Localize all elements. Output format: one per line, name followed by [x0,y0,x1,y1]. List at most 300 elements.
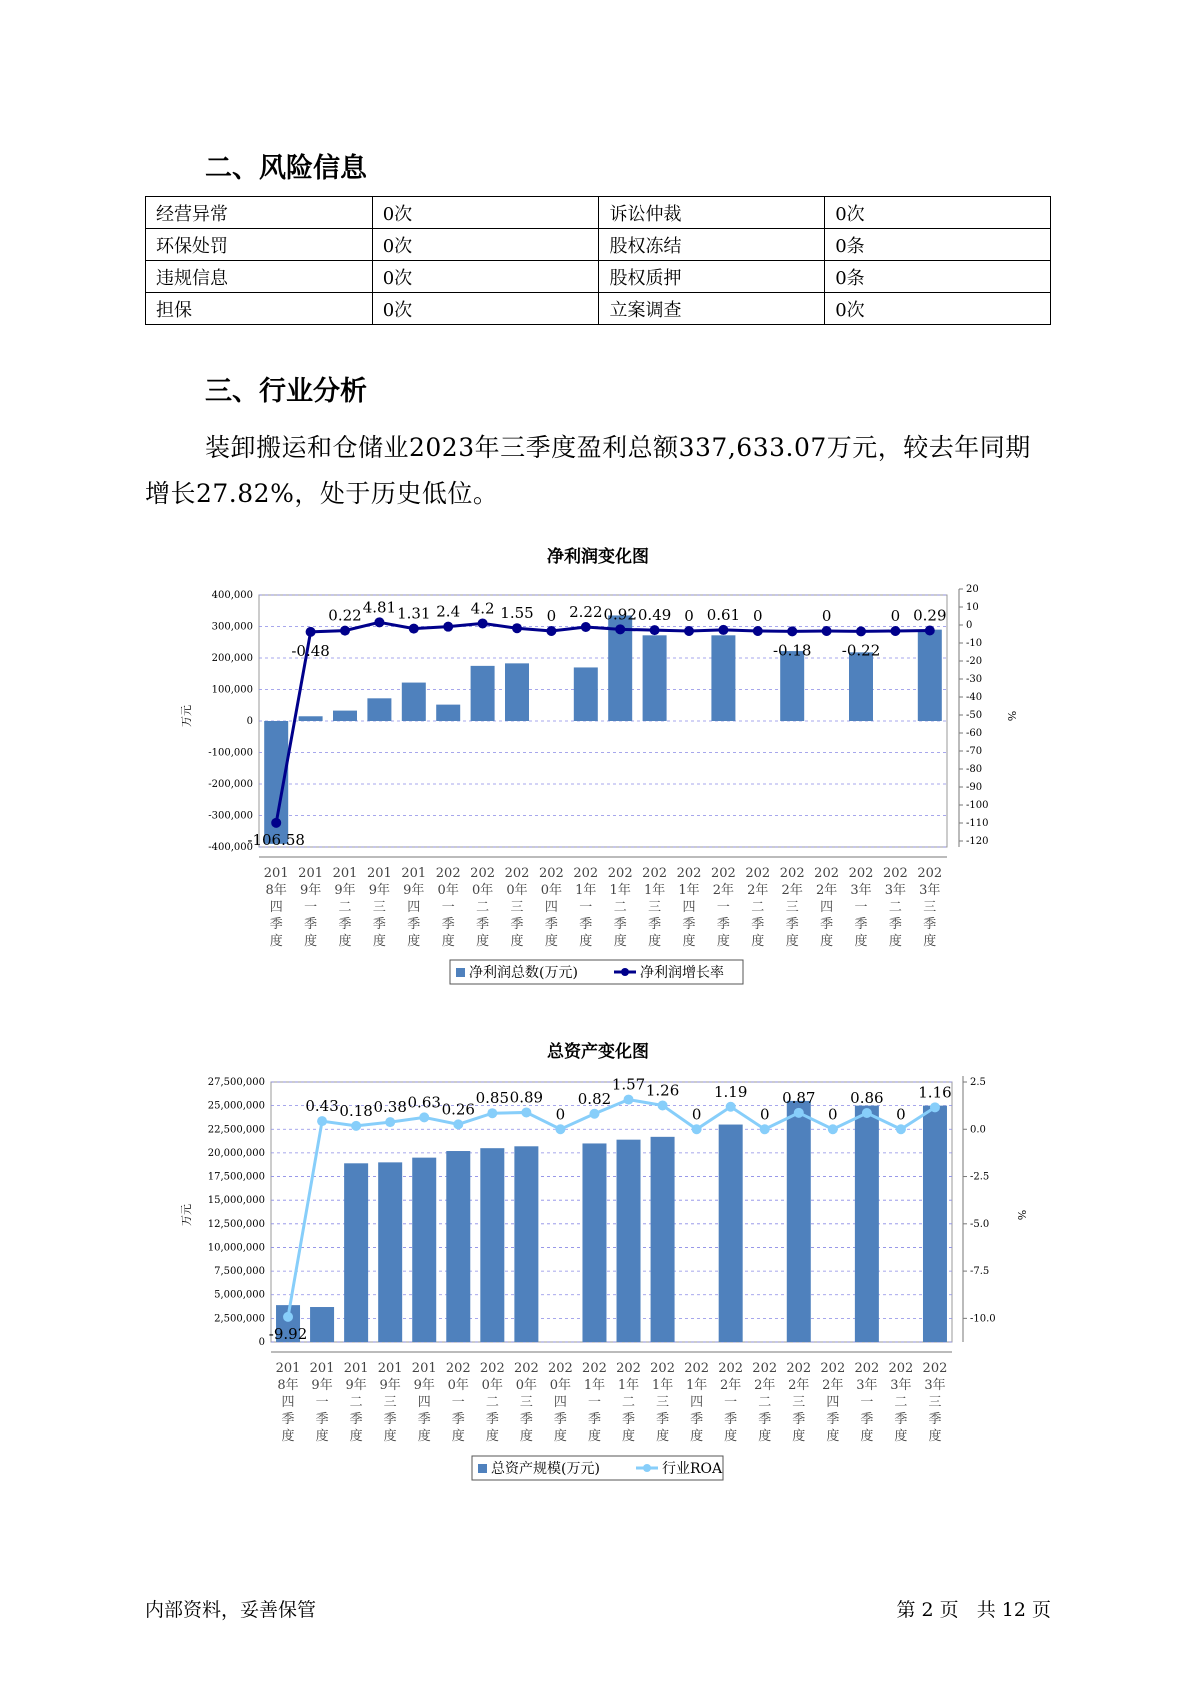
y-tick-label: 200,000 [211,653,253,664]
x-tick-label: 一 [304,900,318,915]
x-tick-label: 季 [923,917,937,932]
x-tick-label: 1年 [583,1378,606,1393]
x-tick-label: 度 [888,934,902,949]
x-tick-label: 季 [758,1412,772,1427]
y-tick-label: 5,000,000 [214,1289,265,1301]
x-tick-label: 1年 [678,883,700,898]
x-tick-label: 202 [479,1361,505,1376]
x-tick-label: 3年 [890,1378,912,1393]
x-tick-label: 9年 [368,883,391,898]
x-tick-label: 202 [752,1361,778,1376]
bar [299,716,323,721]
line-point [692,1124,702,1134]
line-point [718,625,728,635]
x-tick-label: 201 [298,866,324,881]
y2-tick-label: -70 [966,746,983,757]
y2-tick-label: -10 [966,638,983,649]
x-tick-label: 季 [553,1412,567,1427]
x-tick-label: 度 [579,934,593,949]
x-tick-label: 季 [785,917,799,932]
bar [480,1148,504,1342]
x-tick-label: 三 [928,1395,942,1410]
x-tick-label: 一 [724,1395,738,1410]
x-tick-label: 季 [682,917,696,932]
x-tick-label: 1年 [575,883,597,898]
x-tick-label: 9年 [413,1378,435,1393]
line-point [306,627,316,637]
line-point [385,1117,395,1127]
y2-tick-label: 0 [966,620,973,631]
data-label: 0 [546,607,557,625]
risk-table-row [146,197,1051,229]
data-label: 0 [759,1105,770,1124]
line-point [374,617,384,627]
x-tick-label: 0年 [515,1378,538,1393]
x-tick-label: 度 [338,934,352,949]
y2-tick-label: 0.0 [970,1124,986,1136]
x-tick-label: 2年 [747,883,769,898]
y-axis-label: 万元 [180,705,193,727]
line-point [753,626,763,636]
x-tick-label: 二 [894,1395,908,1410]
bar [344,1163,368,1342]
data-label: 0.22 [328,606,362,625]
risk-item-count: 0条 [825,261,1051,293]
bar [923,1106,947,1342]
x-tick-label: 3年 [924,1378,946,1393]
risk-item-label: 担保 [146,293,373,325]
y2-tick-label: -2.5 [970,1171,990,1183]
line-point [589,1109,599,1119]
x-tick-label: 度 [441,934,455,949]
data-label: 0.18 [339,1101,373,1120]
x-tick-label: 1年 [617,1378,640,1393]
x-tick-label: 度 [613,934,627,949]
x-tick-label: 二 [338,900,352,915]
data-label: 0 [896,1105,906,1124]
risk-item-label: 诉讼仲裁 [599,197,825,229]
x-tick-label: 度 [860,1429,874,1444]
x-tick-label: 0年 [549,1378,572,1393]
x-tick-label: 201 [411,1361,437,1376]
x-tick-label: 9年 [379,1378,401,1393]
x-tick-label: 季 [894,1412,908,1427]
x-tick-label: 1年 [685,1378,708,1393]
y-tick-label: 12,500,000 [207,1218,265,1230]
x-tick-label: 度 [785,934,799,949]
legend-line-label: 净利润增长率 [640,965,724,981]
x-tick-label: 201 [275,1361,301,1376]
risk-table-row [146,261,1051,293]
data-label: 0 [890,607,901,625]
x-tick-label: 9年 [345,1378,367,1393]
x-tick-label: 202 [538,866,564,881]
x-tick-label: 度 [510,934,524,949]
line-point [787,626,797,636]
x-tick-label: 季 [269,917,283,932]
x-tick-label: 四 [826,1395,840,1410]
x-tick-label: 季 [338,917,352,932]
x-tick-label: 四 [544,900,558,915]
x-tick-label: 四 [820,900,834,915]
data-label: 0 [684,607,694,625]
x-tick-label: 度 [792,1429,806,1444]
x-tick-label: 季 [544,917,558,932]
x-tick-label: 0年 [540,883,563,898]
x-tick-label: 202 [548,1361,573,1376]
x-tick-label: 季 [304,917,318,932]
line-point [862,1108,872,1118]
line-point [546,626,556,636]
x-tick-label: 一 [716,900,730,915]
y-tick-label: -300,000 [208,810,253,822]
bar [412,1158,436,1342]
line-point [794,1108,804,1118]
data-label: 0.61 [706,605,741,624]
x-tick-label: 度 [587,1429,601,1444]
x-tick-label: 202 [582,1361,607,1376]
line-point [658,1100,668,1110]
x-tick-label: 8年 [277,1378,299,1393]
data-label: -106.58 [247,830,305,849]
x-tick-label: 二 [888,900,902,915]
y-tick-label: 400,000 [211,590,253,601]
line-point [521,1107,531,1117]
y2-tick-label: 2.5 [970,1077,986,1088]
y-tick-label: 2,500,000 [214,1313,265,1325]
x-tick-label: 201 [309,1361,335,1376]
x-tick-label: 度 [315,1429,329,1444]
x-tick-label: 2年 [720,1378,742,1393]
data-label: 0 [821,607,832,625]
data-label: -0.22 [841,641,881,660]
bar [918,630,942,721]
risk-item-label: 立案调查 [599,293,825,325]
x-tick-label: 季 [656,1412,670,1427]
x-tick-label: 201 [366,866,392,881]
x-tick-label: 度 [716,934,730,949]
x-tick-label: 2年 [712,883,735,898]
legend-line-marker [621,968,629,976]
bar [505,663,529,721]
line-point [726,1102,736,1112]
risk-item-count: 0条 [825,229,1051,261]
y-tick-label: 10,000,000 [207,1242,265,1254]
data-label: 0 [753,607,763,625]
risk-table-row [146,293,1051,325]
x-tick-label: 二 [349,1395,363,1410]
x-tick-label: 202 [504,866,530,881]
x-tick-label: 度 [682,934,696,949]
y2-tick-label: -90 [966,782,983,793]
section-title-risk: 二、风险信息 [205,153,367,184]
x-tick-label: 二 [758,1395,772,1410]
x-tick-label: 202 [718,1361,744,1376]
risk-item-count: 0次 [372,197,599,229]
x-tick-label: 度 [407,934,421,949]
x-tick-label: 3年 [850,883,872,898]
x-tick-label: 度 [820,934,834,949]
x-tick-label: 三 [519,1395,533,1410]
y2-axis-label: % [1005,710,1018,722]
y2-tick-label: -20 [966,656,983,667]
x-tick-label: 季 [888,917,902,932]
x-tick-label: 2年 [788,1378,810,1393]
data-label: 0.92 [603,605,637,624]
x-tick-label: 二 [476,900,490,915]
x-tick-label: 202 [642,866,668,881]
risk-item-count: 0次 [372,229,599,261]
chart-title: 净利润变化图 [547,547,649,567]
y-tick-label: 15,000,000 [207,1195,265,1207]
x-tick-label: 202 [470,866,496,881]
x-tick-label: 度 [656,1429,670,1444]
bar [855,1106,879,1342]
risk-item-count: 0次 [372,293,599,325]
line-point [317,1116,327,1126]
x-tick-label: 季 [587,1412,601,1427]
x-tick-label: 季 [716,917,730,932]
x-tick-label: 202 [779,866,805,881]
x-tick-label: 季 [613,917,627,932]
x-tick-label: 3年 [856,1378,878,1393]
x-tick-label: 202 [435,866,461,881]
x-tick-label: 0年 [437,883,459,898]
x-tick-label: 2年 [815,883,838,898]
x-tick-label: 季 [349,1412,363,1427]
data-label: 0.43 [305,1097,339,1116]
x-tick-label: 度 [648,934,662,949]
x-tick-label: 一 [854,900,868,915]
y2-tick-label: -5.0 [970,1218,990,1230]
section-title-industry: 三、行业分析 [205,376,367,407]
line-point [443,622,453,632]
x-tick-label: 四 [417,1395,431,1410]
y2-axis-label: % [1015,1209,1028,1221]
line-point [419,1112,429,1122]
x-tick-label: 季 [315,1412,329,1427]
x-tick-label: 季 [751,917,765,932]
x-tick-label: 2年 [781,883,803,898]
data-label: 0 [828,1105,838,1124]
bar [582,1143,606,1342]
y2-tick-label: -100 [966,800,989,811]
chart-title: 总资产变化图 [547,1042,649,1062]
y-tick-label: 7,500,000 [214,1266,265,1278]
y-tick-label: -200,000 [208,779,253,790]
bar [402,683,426,721]
data-label: -0.48 [291,641,330,660]
x-tick-label: 三 [785,900,799,915]
line-point [487,1108,497,1118]
x-tick-label: 1年 [609,883,631,898]
line-point [409,624,419,634]
x-tick-label: 201 [401,866,427,881]
x-tick-label: 度 [417,1429,431,1444]
data-label: -9.92 [268,1324,308,1343]
bar [471,666,495,721]
risk-item-count: 0次 [825,293,1051,325]
x-tick-label: 202 [820,1361,846,1376]
x-tick-label: 202 [814,866,840,881]
line-point [828,1124,838,1134]
legend-line-marker [643,1464,651,1472]
y2-tick-label: -60 [966,728,983,739]
bar [574,667,598,721]
line-point [555,1124,565,1134]
y-tick-label: 100,000 [211,684,253,696]
y2-tick-label: -10.0 [970,1313,996,1325]
x-tick-label: 四 [682,900,696,915]
x-tick-label: 202 [854,1361,880,1376]
data-label: 4.81 [362,598,397,617]
x-tick-label: 9年 [403,883,425,898]
x-tick-label: 201 [263,866,289,881]
data-label: 2.22 [569,603,603,622]
x-tick-label: 201 [343,1361,369,1376]
data-label: 2.4 [436,602,461,621]
x-tick-label: 季 [792,1412,806,1427]
x-tick-label: 季 [690,1412,704,1427]
x-tick-label: 8年 [265,883,287,898]
x-tick-label: 202 [676,866,702,881]
line-point [650,625,660,635]
x-tick-label: 三 [648,900,662,915]
line-series [276,622,930,823]
x-tick-label: 度 [758,1429,772,1444]
line-point [283,1312,293,1322]
x-tick-label: 季 [622,1412,636,1427]
x-tick-label: 2年 [754,1378,776,1393]
x-tick-label: 度 [826,1429,840,1444]
x-tick-label: 季 [485,1412,499,1427]
y-tick-label: 20,000,000 [207,1147,265,1159]
x-tick-label: 度 [751,934,765,949]
x-tick-label: 3年 [919,883,941,898]
line-point [581,622,591,632]
bar [333,711,357,721]
x-tick-label: 0年 [506,883,528,898]
x-tick-label: 度 [269,934,283,949]
y-tick-label: 17,500,000 [207,1171,265,1183]
data-label: 0.89 [509,1088,544,1107]
x-tick-label: 1年 [643,883,666,898]
x-tick-label: 度 [928,1429,942,1444]
data-label: 0 [555,1105,566,1124]
bar [643,635,667,721]
bar [446,1151,470,1342]
x-tick-label: 201 [332,866,358,881]
x-tick-label: 三 [510,900,524,915]
data-label: 0.82 [577,1089,612,1108]
data-label: 0.86 [850,1089,884,1108]
x-tick-label: 202 [650,1361,675,1376]
x-tick-label: 202 [917,866,943,881]
x-tick-label: 季 [372,917,386,932]
data-label: 1.19 [713,1082,748,1101]
x-tick-label: 0年 [471,883,494,898]
y2-tick-label: -80 [966,764,983,775]
line-point [822,626,832,636]
x-tick-label: 度 [476,934,490,949]
y-tick-label: -400,000 [208,842,253,853]
x-tick-label: 二 [622,1395,636,1410]
line-point [930,1102,940,1112]
y-tick-label: 27,500,000 [207,1077,265,1088]
line-point [340,626,350,636]
risk-info-table [145,196,1051,325]
x-tick-label: 9年 [334,883,356,898]
x-tick-label: 季 [860,1412,874,1427]
x-tick-label: 季 [451,1412,465,1427]
x-tick-label: 202 [922,1361,948,1376]
y-tick-label: 25,000,000 [207,1100,265,1112]
x-tick-label: 季 [383,1412,397,1427]
data-label: 0.63 [407,1093,441,1112]
x-tick-label: 四 [690,1395,704,1410]
y-tick-label: 0 [258,1337,265,1348]
line-point [453,1119,463,1129]
data-label: 0.85 [475,1089,510,1108]
x-tick-label: 202 [888,1361,914,1376]
x-tick-label: 一 [579,900,593,915]
x-tick-label: 三 [923,900,937,915]
data-label: 0.29 [913,606,947,625]
y2-tick-label: -7.5 [970,1266,990,1278]
line-point [271,818,281,828]
bar [378,1162,402,1342]
data-label: 1.55 [500,604,534,623]
x-tick-label: 四 [553,1395,567,1410]
x-tick-label: 202 [607,866,633,881]
x-tick-label: 0年 [481,1378,503,1393]
x-tick-label: 度 [349,1429,363,1444]
x-tick-label: 202 [745,866,771,881]
x-tick-label: 一 [441,900,455,915]
legend-bar-label: 总资产规模(万元) [491,1461,600,1477]
bar [367,698,391,721]
risk-item-count: 0次 [372,261,599,293]
x-tick-label: 度 [372,934,386,949]
bar [711,635,735,721]
risk-table-row [146,229,1051,261]
line-point [684,626,694,636]
x-tick-label: 一 [451,1395,465,1410]
risk-item-label: 经营异常 [146,197,373,229]
x-tick-label: 202 [882,866,908,881]
bar [617,1140,641,1342]
bar [310,1307,334,1342]
y2-tick-label: -120 [966,836,989,847]
legend-bar-swatch [456,968,465,977]
bar [651,1137,675,1342]
x-tick-label: 3年 [884,883,907,898]
bar [514,1146,538,1342]
x-tick-label: 季 [854,917,868,932]
data-label: 4.2 [470,599,495,618]
x-tick-label: 202 [786,1361,812,1376]
x-tick-label: 202 [573,866,599,881]
legend-line-label: 行业ROA [662,1461,723,1477]
x-tick-label: 度 [383,1429,397,1444]
data-label: -0.18 [772,641,812,660]
x-tick-label: 度 [622,1429,636,1444]
x-tick-label: 202 [513,1361,539,1376]
line-point [351,1121,361,1131]
bar [849,652,873,721]
line-point [615,624,625,634]
footer-page-number: 第 2 页 共 12 页 [896,1599,1051,1621]
